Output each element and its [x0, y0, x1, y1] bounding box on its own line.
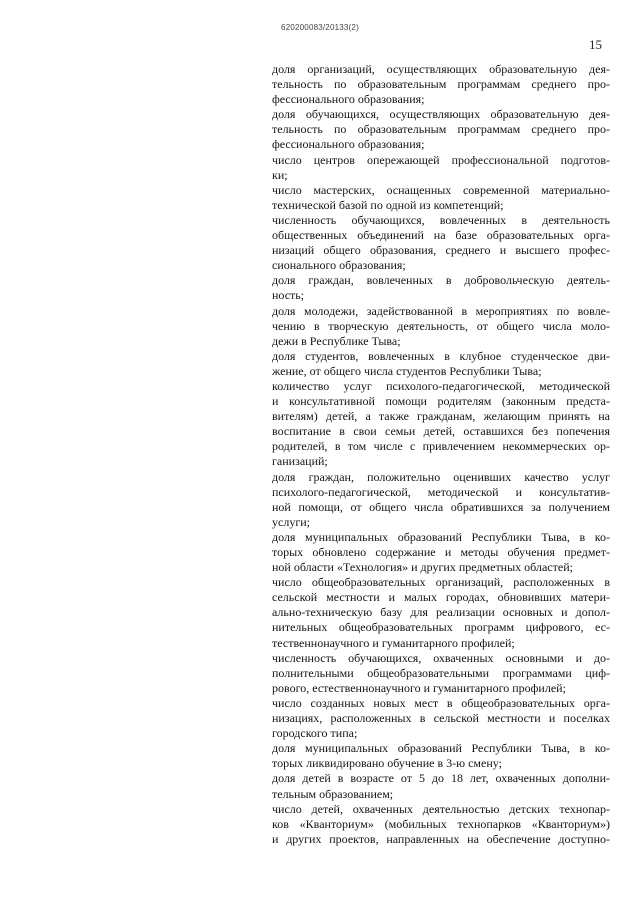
text-line: низаций общего образования, среднего и высшего профес- [272, 243, 610, 258]
text-line: доля муниципальных образований Республики Тыва, в ко- [272, 529, 610, 544]
text-line: жение, от общего числа студентов Республики Тыва; [272, 363, 542, 378]
text-line: и консультативной помощи родителям (законным предста- [272, 394, 610, 409]
text-line: доля организаций, осуществляющих образовательную дея- [272, 62, 610, 76]
text-line: доля обучающихся, осуществляющих образовательную дея- [272, 107, 610, 122]
text-line: фессионального образования; [272, 92, 425, 107]
text-line: и других проектов, направленных на обеспечение доступно- [272, 831, 610, 846]
text-line: доля детей в возрасте от 5 до 18 лет, охваченных дополни- [272, 771, 610, 786]
text-line: тельным образованием; [272, 786, 394, 801]
text-line: тельность по образовательным программам среднего про- [272, 122, 610, 137]
text-line: количество услуг психолого-педагогической, методической [272, 378, 610, 393]
text-line: вителям) детей, а также гражданам, желающим принять на [272, 409, 610, 424]
text-line: ки; [272, 167, 288, 182]
text-line: низациях, расположенных в сельской местности и поселках [272, 711, 610, 726]
text-line: сионального образования; [272, 258, 406, 273]
text-line: технической базой по одной из компетенций; [272, 197, 504, 212]
text-line: психолого-педагогической, методической и консультатив- [272, 484, 610, 499]
text-line: фессионального образования; [272, 137, 425, 152]
text-line: тественнонаучного и гуманитарного профилей; [272, 635, 515, 650]
text-line: чению в творческую деятельность, от общего числа моло- [272, 318, 610, 333]
text-line: ной помощи, от общего числа обратившихся за получением [272, 499, 610, 514]
text-line: доля молодежи, задействованной в мероприятиях по вовле- [272, 303, 610, 318]
text-line: ной области «Технология» и других предметных областей; [272, 560, 573, 575]
text-line: доля граждан, вовлеченных в добровольческую деятель- [272, 273, 610, 288]
body-text [272, 62, 610, 847]
text-line: число центров опережающей профессиональной подготов- [272, 152, 610, 167]
text-line: ганизаций; [272, 454, 328, 469]
text-line: услуги; [272, 514, 310, 529]
text-line: общественных объединений на базе образовательных орга- [272, 228, 610, 243]
text-line: ков «Кванториум» (мобильных технопарков «Кванториум») [272, 816, 610, 831]
text-line: доля муниципальных образований Республики Тыва, в ко- [272, 741, 610, 756]
text-line: число детей, охваченных деятельностью детских технопар- [272, 801, 610, 816]
text-line: ность; [272, 288, 305, 303]
text-line: ально-техническую базу для реализации основных и допол- [272, 605, 610, 620]
text-line: торых ликвидировано обучение в 3-ю смену; [272, 756, 502, 771]
text-line: тельность по образовательным программам среднего про- [272, 77, 610, 92]
document-id: 620200083/20133(2) [281, 23, 359, 32]
text-line: число общеобразовательных организаций, расположенных в [272, 575, 610, 590]
text-line: родителей, в том числе с привлечением некоммерческих ор- [272, 439, 610, 454]
text-line: дежи в Республике Тыва; [272, 333, 401, 348]
text-line: торых обновлено содержание и методы обучения предмет- [272, 545, 610, 559]
text-line: число созданных новых мест в общеобразовательных орга- [272, 695, 610, 710]
text-line: численность обучающихся, охваченных основными и до- [272, 650, 610, 665]
text-line: нительных общеобразовательных программ цифрового, ес- [272, 620, 610, 635]
page-number: 15 [589, 37, 602, 52]
text-line: воспитание в свои семьи детей, оставшихся без попечения [272, 424, 610, 439]
text-line: полнительными общеобразовательными программами циф- [272, 665, 610, 680]
text-line: городского типа; [272, 726, 358, 741]
text-line: численность обучающихся, вовлеченных в деятельность [272, 212, 610, 227]
text-line: рового, естественнонаучного и гуманитарного профилей; [272, 680, 566, 695]
text-line: сельской местности и малых городах, обновивших матери- [272, 590, 610, 605]
text-line: число мастерских, оснащенных современной материально- [272, 182, 610, 197]
text-line: доля студентов, вовлеченных в клубное студенческое дви- [272, 348, 610, 363]
text-line: доля граждан, положительно оценивших качество услуг [272, 469, 610, 484]
